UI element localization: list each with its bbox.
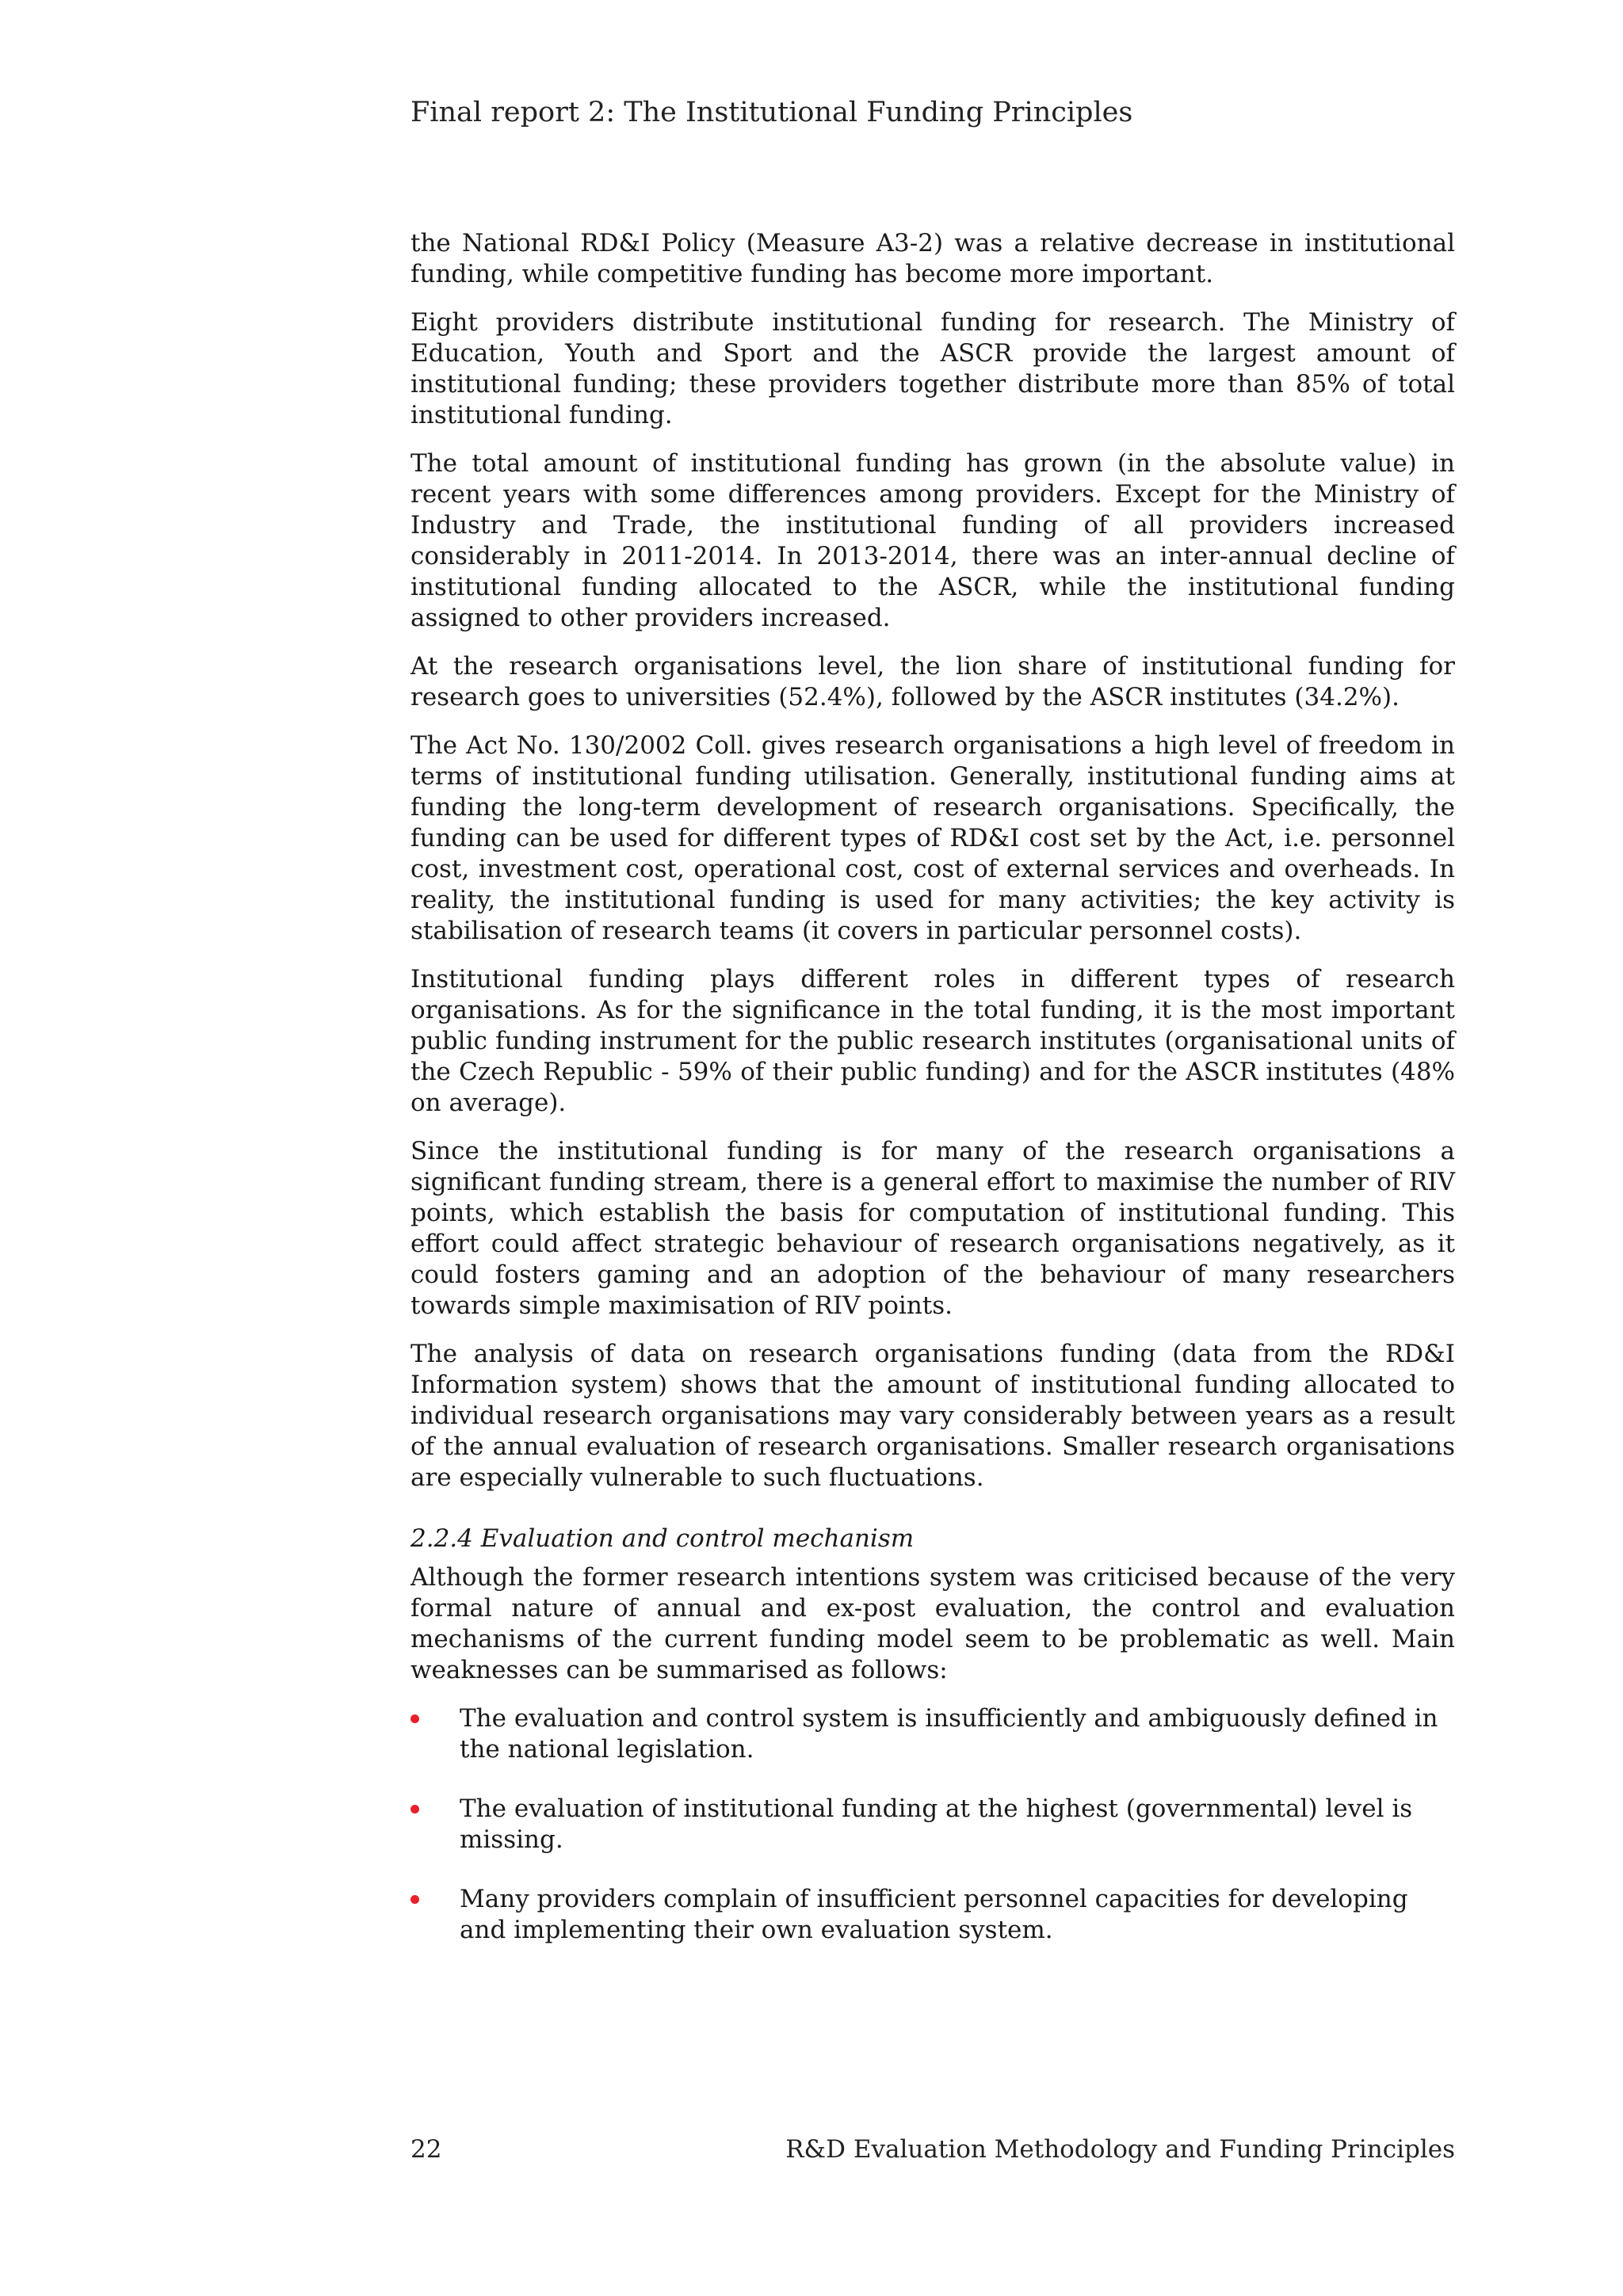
footer-title: R&D Evaluation Methodology and Funding Principles <box>785 2135 1455 2164</box>
paragraph-riv-points: Since the institutional funding is for many of the research organisations a significant funding stream, there is a general effort to maximise the number of RIV points, which establish the basis for computation of institutional funding. This effort could affect strategic behaviour of research organisations negatively, as it could fosters gaming and an adoption of the behaviour of many researchers towards simple maximisation of RIV points. <box>411 1137 1455 1320</box>
list-item-text: Many providers complain of insufficient personnel capacities for developing and implementing their own evaluation system. <box>460 1885 1408 1944</box>
list-item <box>411 1884 1455 1946</box>
bullet-icon <box>411 1805 419 1814</box>
paragraph-total-amount: The total amount of institutional funding has grown (in the absolute value) in recent years with some differences among providers. Except for the Ministry of Industry and Trade, the institutional funding of all providers increased considerably in 2011-2014. In 2013-2014, there was an inter-annual decline of institutional funding allocated to the ASCR, while the institutional funding assigned to other providers increased. <box>411 449 1455 632</box>
page-footer <box>411 2134 1455 2165</box>
bullet-icon <box>411 1714 419 1723</box>
paragraph-act: The Act No. 130/2002 Coll. gives research organisations a high level of freedom in terms of institutional funding utilisation. Generally, institutional funding aims at funding the long-term development of research organisations. Specifically, the funding can be used for different types of RD&I cost set by the Act, i.e. personnel cost, investment cost, operational cost, cost of external services and overheads. In reality, the institutional funding is used for many activities; the key activity is stabilisation of research teams (it covers in particular personnel costs). <box>411 731 1455 945</box>
list-item <box>411 1794 1455 1855</box>
page-header-title: Final report 2: The Institutional Funding Principles <box>411 97 1133 128</box>
paragraph-roles: Institutional funding plays different roles in different types of research organisations. As for the significance in the total funding, it is the most important public funding instrument for the public research institutes (organisational units of the Czech Republic - 59% of their public funding) and for the ASCR institutes (48% on average). <box>411 965 1455 1117</box>
bullet-icon <box>411 1895 419 1904</box>
paragraph-providers: Eight providers distribute institutional funding for research. The Ministry of Education, Youth and Sport and the ASCR provide the largest amount of institutional funding; these providers together distribute more than 85% of total institutional funding. <box>411 308 1455 429</box>
section-heading: 2.2.4 Evaluation and control mechanism <box>411 1524 915 1553</box>
page-number: 22 <box>411 2135 442 2164</box>
paragraph-organisation-level: At the research organisations level, the lion share of institutional funding for research goes to universities (52.4%), followed by the ASCR institutes (34.2%). <box>411 652 1455 711</box>
weaknesses-list <box>411 1703 1455 1946</box>
section-intro: Although the former research intentions system was criticised because of the very formal nature of annual and ex-post evaluation, the control and evaluation mechanisms of the current funding model seem to be problematic as well. Main weaknesses can be summarised as follows: <box>411 1563 1455 1684</box>
paragraph-data-analysis: The analysis of data on research organisations funding (data from the RD&I Information system) shows that the amount of institutional funding allocated to individual research organisations may vary considerably between years as a result of the annual evaluation of research organisations. Smaller research organisations are especially vulnerable to such fluctuations. <box>411 1340 1455 1492</box>
paragraph-policy-measure: the National RD&I Policy (Measure A3-2) was a relative decrease in institutional funding, while competitive funding has become more important. <box>411 229 1455 288</box>
list-item <box>411 1703 1455 1765</box>
document-body <box>411 228 1455 1974</box>
list-item-text: The evaluation of institutional funding at the highest (governmental) level is missing. <box>460 1794 1413 1854</box>
list-item-text: The evaluation and control system is insufficiently and ambiguously defined in the national legislation. <box>460 1704 1438 1764</box>
